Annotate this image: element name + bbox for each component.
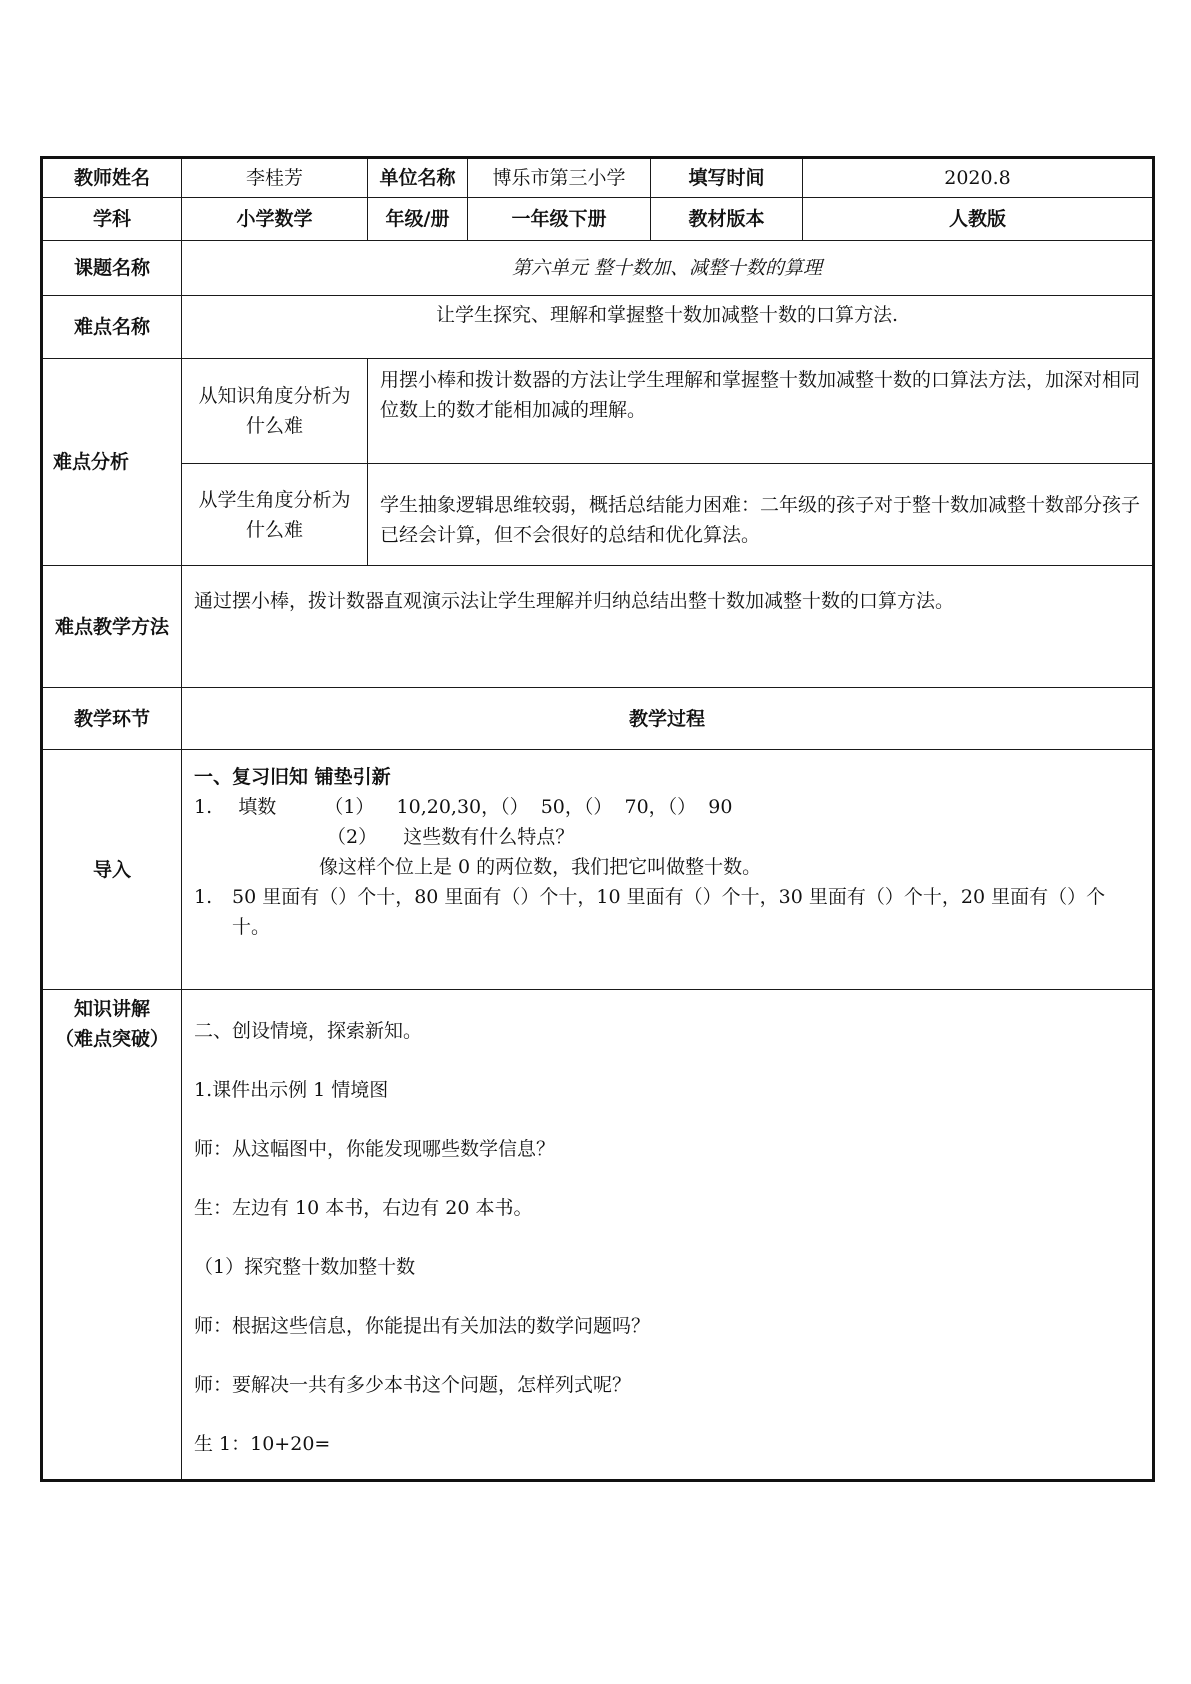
knowledge-angle-text: 用摆小棒和拨计数器的方法让学生理解和掌握整十数加减整十数的口算法方法，加深对相同位数上的数才能相加减的理解。 <box>368 359 1154 464</box>
knowledge-paragraph: 1.课件出示例 1 情境图 <box>194 1079 389 1101</box>
knowledge-angle-label: 从知识角度分析为什么难 <box>182 359 368 464</box>
intro-line-2 <box>194 822 1140 852</box>
edition-value: 人教版 <box>803 198 1154 241</box>
info-row-1 <box>42 158 1154 198</box>
intro-heading: 一、复习旧知 铺垫引新 <box>194 766 391 788</box>
knowledge-paragraph: 师：从这幅图中，你能发现哪些数学信息？ <box>194 1138 556 1160</box>
intro-line1-word: 填数 <box>238 796 277 818</box>
teacher-label: 教师姓名 <box>42 158 182 198</box>
intro-line1-num: 1. <box>194 796 213 818</box>
intro-line2-part: （2） <box>327 826 378 848</box>
teacher-value: 李桂芳 <box>182 158 368 198</box>
intro-line4-num: 1. <box>194 886 213 908</box>
knowledge-row <box>42 990 1154 1481</box>
edition-label: 教材版本 <box>651 198 803 241</box>
knowledge-label-line1: 知识讲解 <box>73 998 150 1020</box>
intro-line1-part: （1） <box>324 796 375 818</box>
unit-value: 博乐市第三小学 <box>468 158 651 198</box>
intro-line4-text: 50 里面有（）个十，80 里面有（）个十，10 里面有（）个十，30 里面有（）个十，20 里面有（）个十。 <box>232 886 1106 938</box>
student-angle-text: 学生抽象逻辑思维较弱，概括总结能力困难：二年级的孩子对于整十数加减整十数部分孩子已经会计算，但不会很好的总结和优化算法。 <box>368 464 1154 566</box>
analysis-row-student <box>42 464 1154 566</box>
intro-line1-seq: 10,20,30，（） 50，（） 70，（） 90 <box>396 796 733 818</box>
student-angle-label: 从学生角度分析为什么难 <box>182 464 368 566</box>
intro-line2-text: 这些数有什么特点？ <box>403 826 575 848</box>
grade-value: 一年级下册 <box>468 198 651 241</box>
knowledge-paragraph: 生 1：10+20= <box>194 1433 331 1455</box>
intro-line-3: 像这样个位上是 0 的两位数，我们把它叫做整十数。 <box>319 856 762 878</box>
topic-value: 第六单元 整十数加、减整十数的算理 <box>182 241 1154 296</box>
intro-content <box>182 750 1154 990</box>
intro-label: 导入 <box>42 750 182 990</box>
difficulty-value: 让学生探究、理解和掌握整十数加减整十数的口算方法. <box>182 296 1154 359</box>
stage-label: 教学环节 <box>42 688 182 750</box>
knowledge-label-line2: （难点突破） <box>54 1028 169 1050</box>
subject-value: 小学数学 <box>182 198 368 241</box>
unit-label: 单位名称 <box>368 158 468 198</box>
topic-row <box>42 241 1154 296</box>
method-label: 难点教学方法 <box>42 566 182 688</box>
lesson-plan-table <box>40 156 1155 1482</box>
subject-label: 学科 <box>42 198 182 241</box>
intro-row <box>42 750 1154 990</box>
knowledge-paragraph: 二、创设情境，探索新知。 <box>194 1020 423 1042</box>
knowledge-paragraph: 师：要解决一共有多少本书这个问题，怎样列式呢？ <box>194 1374 632 1396</box>
knowledge-paragraph: 生：左边有 10 本书，右边有 20 本书。 <box>194 1197 533 1219</box>
process-label: 教学过程 <box>182 688 1154 750</box>
date-value: 2020.8 <box>803 158 1154 198</box>
knowledge-paragraph: （1）探究整十数加整十数 <box>194 1256 416 1278</box>
intro-line-4 <box>194 882 1140 942</box>
knowledge-paragraph: 师：根据这些信息，你能提出有关加法的数学问题吗？ <box>194 1315 651 1337</box>
grade-label: 年级/册 <box>368 198 468 241</box>
analysis-row-knowledge <box>42 359 1154 464</box>
knowledge-content <box>182 990 1154 1481</box>
info-row-2 <box>42 198 1154 241</box>
analysis-label: 难点分析 <box>42 359 182 566</box>
topic-label: 课题名称 <box>42 241 182 296</box>
method-text: 通过摆小棒，拨计数器直观演示法让学生理解并归纳总结出整十数加减整十数的口算方法。 <box>182 566 1154 688</box>
date-label: 填写时间 <box>651 158 803 198</box>
intro-line-1 <box>194 792 1140 822</box>
difficulty-row <box>42 296 1154 359</box>
method-row <box>42 566 1154 688</box>
difficulty-label: 难点名称 <box>42 296 182 359</box>
knowledge-label <box>42 990 182 1481</box>
process-header-row <box>42 688 1154 750</box>
